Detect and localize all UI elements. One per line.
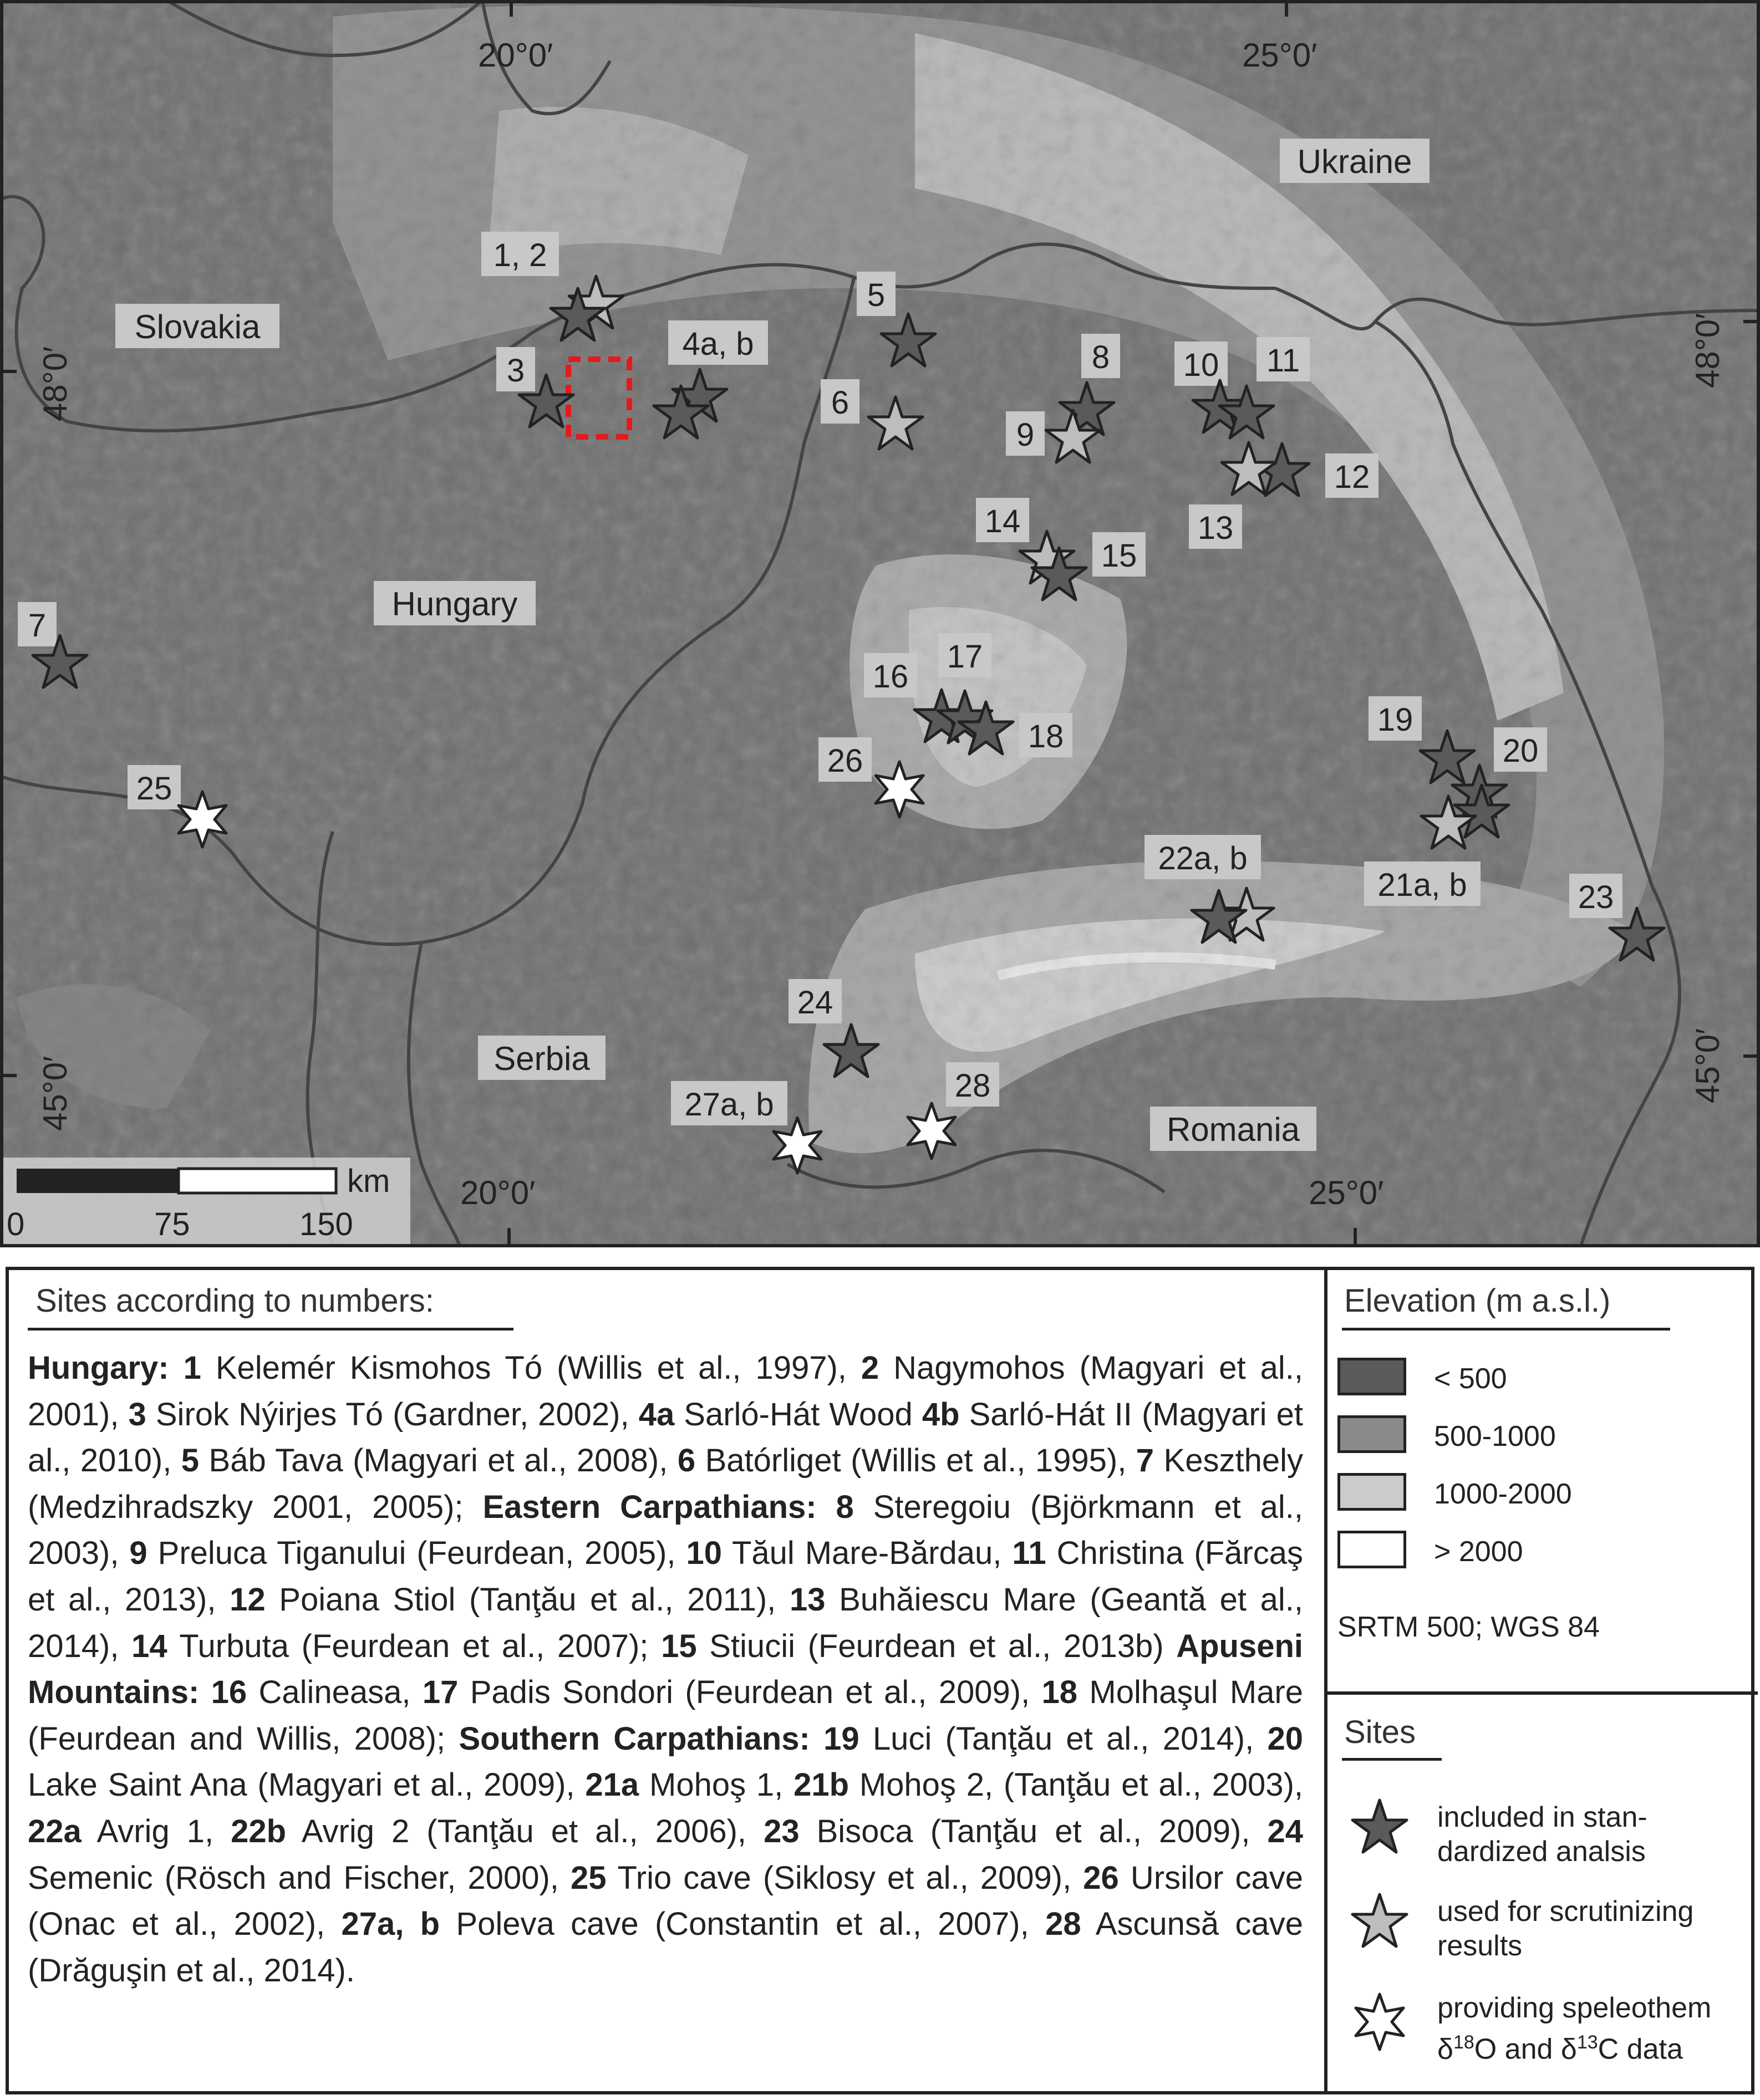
site-entry: Sarló-Hát II (Magyari et al., 2010), bbox=[28, 1396, 1303, 1479]
legend-label-included-line1: included in stan- bbox=[1437, 1801, 1647, 1833]
elevation-source: SRTM 500; WGS 84 bbox=[1337, 1611, 1600, 1643]
isotope-o-text: O and bbox=[1474, 2033, 1561, 2066]
site-label-6: 6 bbox=[831, 385, 850, 421]
site-entry: Preluca Tiganului (Feurdean, 2005), bbox=[147, 1535, 686, 1572]
site-entry: Bisoca (Tanţău et al., 2009), bbox=[799, 1813, 1268, 1849]
site-number: 7 bbox=[1136, 1443, 1154, 1479]
site-entry: Ascunsă cave (Drăguşin et al., 2014). bbox=[28, 1906, 1304, 1989]
site-number: 4b bbox=[922, 1396, 960, 1433]
site-number: 9 bbox=[129, 1535, 147, 1572]
site-label-24: 24 bbox=[797, 985, 833, 1021]
legend-divider bbox=[1324, 1270, 1327, 2091]
site-number: 26 bbox=[1083, 1859, 1119, 1896]
site-label-10: 10 bbox=[1183, 347, 1219, 383]
elevation-heading: Elevation (m a.s.l.) bbox=[1344, 1283, 1611, 1319]
site-entry: Keszthely (Medzihradszky 2001, 2005); bbox=[28, 1443, 1303, 1525]
site-entry: Batórliget (Willis et al., 1995), bbox=[695, 1443, 1136, 1479]
site-entry: Buhăiescu Mare (Geantă et al., 2014), bbox=[28, 1581, 1304, 1664]
site-number: 12 bbox=[230, 1581, 266, 1618]
legend-label-scrutinizing-line1: used for scrutinizing bbox=[1437, 1895, 1694, 1928]
country-serbia: Serbia bbox=[494, 1040, 590, 1077]
elevation-heading-rule bbox=[1342, 1328, 1670, 1331]
site-label-4: 4a, b bbox=[682, 326, 754, 362]
site-number: 25 bbox=[570, 1859, 607, 1896]
site-label-8: 8 bbox=[1091, 339, 1110, 375]
isotope-c-text: C data bbox=[1598, 2033, 1683, 2066]
site-label-16: 16 bbox=[872, 659, 909, 695]
site-label-15: 15 bbox=[1101, 538, 1137, 574]
sites-list-heading: Sites according to numbers: bbox=[35, 1283, 434, 1319]
site-label-26: 26 bbox=[827, 743, 863, 779]
region-southern-carpathians: Southern Carpathians: bbox=[459, 1720, 810, 1757]
site-entry: Turbuta (Feurdean et al., 2007); bbox=[167, 1628, 662, 1664]
scale-unit: km bbox=[347, 1163, 390, 1199]
legend-label-scrutinizing-line2: results bbox=[1437, 1930, 1523, 1962]
region-apuseni-mountains: Apuseni Mountains: bbox=[28, 1628, 1304, 1711]
scale-bar bbox=[0, 1158, 410, 1247]
site-entry: Avrig 1, bbox=[81, 1813, 231, 1849]
site-number: 10 bbox=[686, 1535, 723, 1572]
site-label-25: 25 bbox=[136, 771, 172, 807]
site-label-7: 7 bbox=[28, 608, 47, 644]
site-number: 19 bbox=[823, 1720, 859, 1757]
site-entry: Molhaşul Mare (Feurdean and Willis, 2008); bbox=[28, 1674, 1303, 1757]
elevation-swatch-gt2000 bbox=[1337, 1531, 1406, 1568]
country-ukraine: Ukraine bbox=[1297, 143, 1412, 180]
lat-label-right-45: 45°0′ bbox=[1689, 1028, 1726, 1103]
delta-symbol: δ bbox=[1437, 2033, 1453, 2066]
site-number: 24 bbox=[1267, 1813, 1303, 1849]
sites-legend-heading-rule bbox=[1342, 1758, 1442, 1761]
site-entry: Sirok Nýirjes Tó (Gardner, 2002), bbox=[146, 1396, 639, 1433]
legend-label-included bbox=[1437, 1800, 1647, 1869]
site-entry: Tăul Mare-Bărdau, bbox=[722, 1535, 1013, 1572]
elevation-label-gt2000: > 2000 bbox=[1434, 1536, 1523, 1568]
site-label-14: 14 bbox=[984, 503, 1021, 539]
site-number: 8 bbox=[836, 1489, 854, 1525]
sites-legend-heading: Sites bbox=[1344, 1714, 1416, 1750]
site-number: 16 bbox=[211, 1674, 247, 1711]
lon-label-top-25: 25°0′ bbox=[1242, 37, 1318, 74]
site-label-17: 17 bbox=[947, 639, 983, 675]
site-label-21: 21a, b bbox=[1377, 867, 1467, 903]
scale-tick-150: 150 bbox=[299, 1206, 353, 1242]
country-hungary: Hungary bbox=[391, 585, 518, 623]
region-eastern-carpathians: Eastern Carpathians: bbox=[482, 1489, 817, 1525]
site-label-9: 9 bbox=[1016, 417, 1035, 453]
site-entry: Trio cave (Siklosy et al., 2009), bbox=[606, 1859, 1084, 1896]
scale-tick-0: 0 bbox=[7, 1206, 25, 1242]
site-entry: Sarló-Hát Wood bbox=[674, 1396, 922, 1433]
site-number: 27a, b bbox=[341, 1906, 440, 1943]
site-number: 2 bbox=[861, 1350, 879, 1386]
site-number: 17 bbox=[422, 1674, 459, 1711]
lon-label-bottom-20: 20°0′ bbox=[460, 1174, 536, 1211]
site-entry: Christina (Fărcaş et al., 2013), bbox=[28, 1535, 1303, 1618]
site-entry: Nagymohos (Magyari et al., 2001), bbox=[28, 1350, 1303, 1433]
lon-label-top-20: 20°0′ bbox=[478, 37, 553, 74]
site-label-13: 13 bbox=[1197, 510, 1234, 546]
site-number: 6 bbox=[677, 1443, 696, 1479]
region-hungary: Hungary: bbox=[28, 1350, 169, 1386]
site-label-11: 11 bbox=[1266, 343, 1300, 379]
lon-label-bottom-25: 25°0′ bbox=[1309, 1174, 1384, 1211]
site-number: 11 bbox=[1012, 1535, 1046, 1572]
site-label-18: 18 bbox=[1027, 718, 1064, 755]
site-label-5: 5 bbox=[867, 277, 886, 313]
site-number: 21a bbox=[585, 1767, 639, 1803]
site-number: 14 bbox=[131, 1628, 167, 1664]
legend-star-speleothem-icon bbox=[1346, 1989, 1413, 2055]
site-number: 23 bbox=[764, 1813, 800, 1849]
site-entry: Stiucii (Feurdean et al., 2013b) bbox=[696, 1628, 1177, 1664]
site-number: 18 bbox=[1041, 1674, 1078, 1711]
site-label-19: 19 bbox=[1377, 702, 1413, 738]
country-romania: Romania bbox=[1166, 1111, 1300, 1148]
legend-label-speleothem-line2 bbox=[1437, 2025, 1711, 2066]
isotope-13: 13 bbox=[1576, 2032, 1598, 2053]
site-entry: Báb Tava (Magyari et al., 2008), bbox=[199, 1443, 678, 1479]
site-number: 1 bbox=[183, 1350, 201, 1386]
site-number: 21b bbox=[793, 1767, 850, 1803]
site-label-27: 27a, b bbox=[684, 1087, 774, 1123]
site-number: 20 bbox=[1267, 1720, 1303, 1757]
legend-label-included-line2: dardized analsis bbox=[1437, 1836, 1646, 1868]
site-entry: Semenic (Rösch and Fischer, 2000), bbox=[28, 1859, 571, 1896]
site-label-23: 23 bbox=[1578, 879, 1614, 915]
site-entry: Poiana Stiol (Tanţău et al., 2011), bbox=[265, 1581, 790, 1618]
elevation-label-500-1000: 500-1000 bbox=[1434, 1420, 1556, 1452]
site-entry: Kelemér Kismohos Tó (Willis et al., 1997), bbox=[201, 1350, 861, 1386]
site-number: 13 bbox=[789, 1581, 826, 1618]
site-entry: Luci (Tanţău et al., 2014), bbox=[859, 1720, 1268, 1757]
isotope-18: 18 bbox=[1453, 2032, 1474, 2053]
legend-star-included-icon bbox=[1346, 1796, 1413, 1862]
site-label-20: 20 bbox=[1502, 733, 1539, 769]
sites-list-heading-rule bbox=[28, 1328, 513, 1331]
elevation-swatch-1000-2000 bbox=[1337, 1473, 1406, 1511]
site-label-22: 22a, b bbox=[1158, 840, 1248, 876]
legend-panel bbox=[6, 1267, 1754, 2094]
site-number: 22a bbox=[28, 1813, 82, 1849]
site-label-1-2: 1, 2 bbox=[493, 237, 547, 273]
site-entry: Padis Sondori (Feurdean et al., 2009), bbox=[458, 1674, 1042, 1711]
legend-label-speleothem-line1: providing speleothem bbox=[1437, 1992, 1712, 2024]
site-entry: Calineasa, bbox=[247, 1674, 423, 1711]
site-label-3: 3 bbox=[506, 353, 525, 389]
site-number: 15 bbox=[661, 1628, 697, 1664]
site-entry: Poleva cave (Constantin et al., 2007), bbox=[440, 1906, 1046, 1943]
site-number: 4a bbox=[638, 1396, 675, 1433]
legend-star-scrutinizing-icon bbox=[1346, 1890, 1413, 1956]
site-entry: Ursilor cave (Onac et al., 2002), bbox=[28, 1859, 1303, 1943]
elevation-swatch-500-1000 bbox=[1337, 1415, 1406, 1453]
sites-list-text bbox=[28, 1345, 1303, 1994]
legend-section-rule bbox=[1327, 1691, 1758, 1695]
elevation-swatch-lt500 bbox=[1337, 1358, 1406, 1395]
site-number: 3 bbox=[128, 1396, 146, 1433]
site-number: 28 bbox=[1045, 1906, 1081, 1943]
elevation-label-lt500: < 500 bbox=[1434, 1363, 1507, 1395]
site-entry: Steregoiu (Björkmann et al., 2003), bbox=[28, 1489, 1303, 1572]
legend-label-scrutinizing bbox=[1437, 1894, 1693, 1963]
lat-label-left-45: 45°0′ bbox=[37, 1056, 74, 1131]
lat-label-left-48: 48°0′ bbox=[37, 346, 74, 421]
site-label-12: 12 bbox=[1334, 459, 1370, 495]
site-number: 5 bbox=[181, 1443, 200, 1479]
delta-symbol: δ bbox=[1560, 2033, 1577, 2066]
site-entry: Mohoş 2, (Tanţău et al., 2003), bbox=[849, 1767, 1303, 1803]
elevation-label-1000-2000: 1000-2000 bbox=[1434, 1478, 1572, 1510]
scale-tick-75: 75 bbox=[154, 1206, 190, 1242]
site-entry: Mohoş 1, bbox=[639, 1767, 794, 1803]
site-entry: Avrig 2 (Tanţău et al., 2006), bbox=[286, 1813, 764, 1849]
site-entry: Lake Saint Ana (Magyari et al., 2009), bbox=[28, 1767, 586, 1803]
site-label-28: 28 bbox=[954, 1068, 991, 1104]
site-number: 22b bbox=[231, 1813, 287, 1849]
lat-label-right-48: 48°0′ bbox=[1689, 313, 1726, 388]
legend-label-speleothem bbox=[1437, 1991, 1711, 2066]
country-slovakia: Slovakia bbox=[134, 308, 261, 345]
